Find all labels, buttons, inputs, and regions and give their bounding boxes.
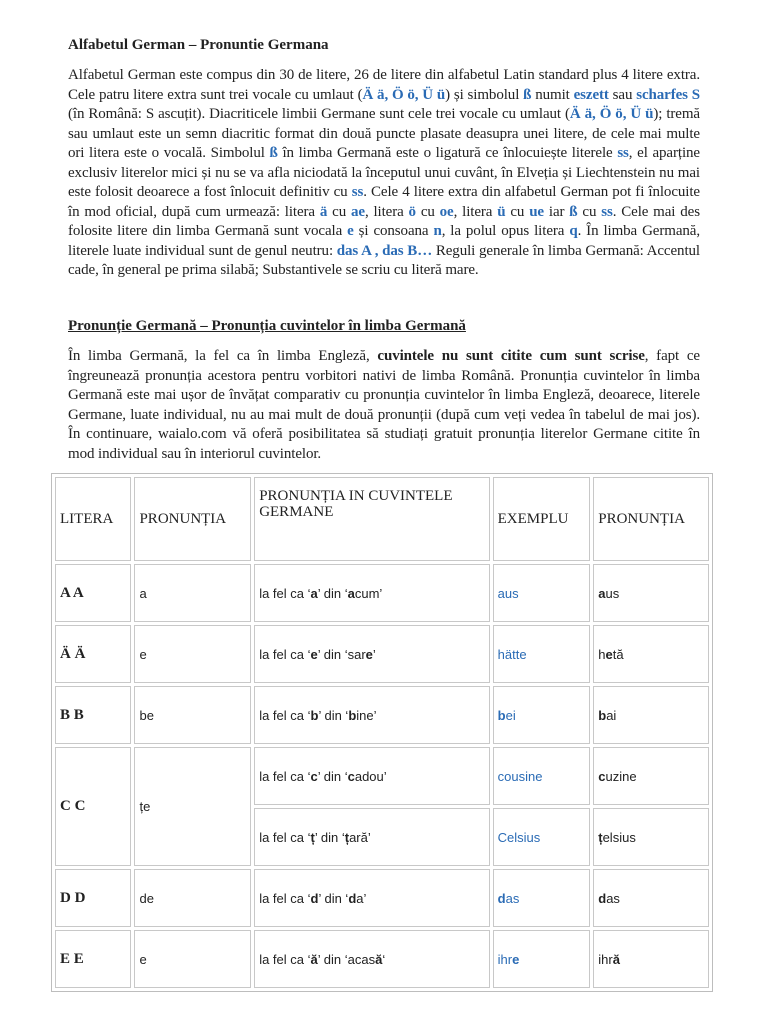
header-pronuntia-exemplu: PRONUNȚIA [593,477,709,561]
example-pronuntia-cell: bai [593,686,709,744]
pronunciation-table [51,473,713,992]
intro-paragraph: Alfabetul German este compus din 30 de litere, 26 de litere din alfabetul Latin standard plus 4 litere extra. Cele patru litere extra sunt trei vocale cu umlaut (Ä ä, Ö ö, Ü ü) și simbolul ß numit eszett sau scharfes S (în Română: S ascuțit). Diacriticele limbii Germane sunt cele trei vocale cu umlaut (Ä ä, Ö ö, Ü ü); tremă sau umlaut este un semn diacritic format din două puncte plasate deasupra unei litere, de cele mai multe ori litera este o vocală. Simbolul ß în limba Germană este o ligatură ce înlocuiește literele ss, el aparține exclusiv literelor mici și nu se va afla niciodată la începutul unui cuvânt, în Elveția și Liechtenstein nu mai este folosit deoarece a fost înlocuit definitiv cu ss. Cele 4 litere extra din alfabetul German pot fi înlocuite în mod oficial, după cum urmează: litera ä cu ae, litera ö cu oe, litera ü cu ue iar ß cu ss. Cele mai des folosite litere din limba Germană sunt vocala e și consoana n, la polul opus litera q. În limba Germană, literele luate individual sunt de genul neutru: das A , das B… Reguli generale în limba Germană: Accentul cade, în general pe prima silabă; Substantivele se scriu cu literă mare. [68,67,701,278]
table-row [55,686,709,744]
pronuntia-cell: be [134,686,251,744]
litera-cell: D D [55,869,131,927]
header-pronuntia-cuvinte: PRONUNȚIA IN CUVINTELE GERMANE [254,477,489,561]
page-title: Alfabetul German – Pronuntie Germana [68,37,329,53]
litera-cell: A A [55,564,131,622]
example-cell: cousine [493,747,591,805]
pronuntia-cell: a [134,564,251,622]
example-cell: Celsius [493,808,591,866]
table-row [55,869,709,927]
example-cell: das [493,869,591,927]
header-litera: LITERA [55,477,131,561]
word-pronuntia-cell: la fel ca ‘e’ din ‘sare’ [254,625,489,683]
table-row [55,564,709,622]
example-cell: aus [493,564,591,622]
table-header-row [55,477,709,561]
table-row [55,747,709,805]
example-cell: bei [493,686,591,744]
pronuntia-cell: e [134,930,251,988]
example-pronuntia-cell: ihră [593,930,709,988]
example-cell: ihre [493,930,591,988]
example-cell: hätte [493,625,591,683]
pronuntia-cell: e [134,625,251,683]
word-pronuntia-cell: la fel ca ‘a’ din ‘acum’ [254,564,489,622]
pronunciation-paragraph: În limba Germană, la fel ca în limba Engleză, cuvintele nu sunt citite cum sunt scrise, fapt ce îngreunează pronunția acestora pentru vorbitori nativi de limba Română. Pronunția cuvintelor în limba Germană este mai ușor de învățat comparativ cu pronunția cuvintelor în limba Engleză, deoarece, literele Germane, luate individual, nu au mai mult de două pronunții (după cum veți vedea în tabelul de mai jos). În continuare, waialo.com vă oferă posibilitatea să studiați gratuit pronunția literelor Germane citite în mod individual sau în interiorul cuvintelor. [68,348,700,462]
example-pronuntia-cell: hetă [593,625,709,683]
word-pronuntia-cell: la fel ca ‘ă’ din ‘acasă‘ [254,930,489,988]
table-row [55,930,709,988]
pronuntia-cell: țe [134,747,251,866]
header-pronuntia: PRONUNȚIA [134,477,251,561]
header-exemplu: EXEMPLU [493,477,591,561]
word-pronuntia-cell: la fel ca ‘b’ din ‘bine’ [254,686,489,744]
word-pronuntia-cell: la fel ca ‘d’ din ‘da’ [254,869,489,927]
word-pronuntia-cell: la fel ca ‘ț’ din ‘țară’ [254,808,489,866]
litera-cell: Ä Ä [55,625,131,683]
litera-cell: C C [55,747,131,866]
litera-cell: B B [55,686,131,744]
example-pronuntia-cell: țelsius [593,808,709,866]
example-pronuntia-cell: aus [593,564,709,622]
word-pronuntia-cell: la fel ca ‘c’ din ‘cadou’ [254,747,489,805]
litera-cell: E E [55,930,131,988]
example-pronuntia-cell: das [593,869,709,927]
example-pronuntia-cell: cuzine [593,747,709,805]
table-row [55,625,709,683]
pronuntia-cell: de [134,869,251,927]
section-subtitle: Pronunție Germană – Pronunția cuvintelor în limba Germană [68,318,466,334]
